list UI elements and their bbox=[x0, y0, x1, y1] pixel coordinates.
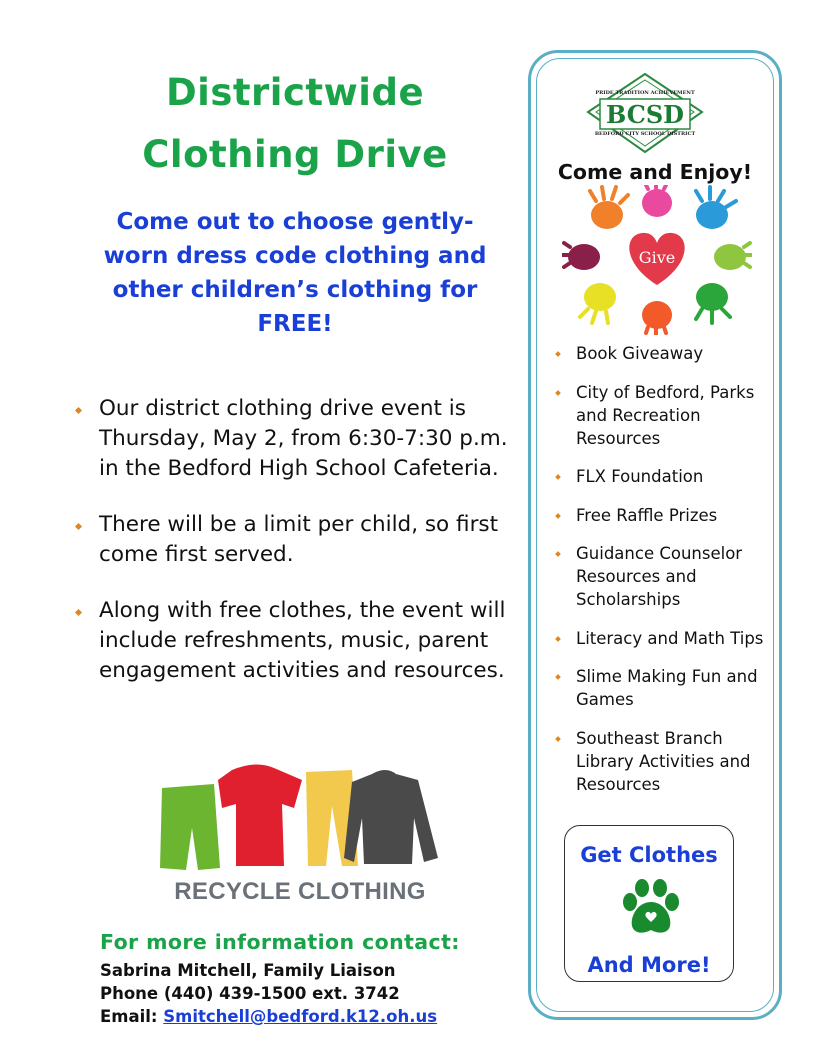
and-more-label: And More! bbox=[587, 953, 711, 977]
diamond-bullet-icon bbox=[555, 736, 561, 742]
contact-email-line bbox=[100, 1007, 437, 1026]
recycle-clothing-illustration bbox=[156, 758, 446, 878]
list-item bbox=[550, 665, 765, 711]
subtitle bbox=[80, 205, 510, 341]
list-item bbox=[550, 727, 765, 796]
sidebar-heading: Come and Enjoy! bbox=[557, 160, 753, 184]
list-item-text: Literacy and Math Tips bbox=[576, 628, 764, 648]
subtitle-line-1: Come out to choose gently- bbox=[116, 209, 474, 235]
list-item bbox=[550, 381, 765, 450]
list-item-text: Southeast Branch Library Activities and Resources bbox=[576, 728, 751, 794]
contact-phone: Phone (440) 439-1500 ext. 3742 bbox=[100, 984, 400, 1003]
title-line-2: Clothing Drive bbox=[142, 133, 448, 176]
list-item-text: Slime Making Fun and Games bbox=[576, 667, 758, 709]
diamond-bullet-icon bbox=[75, 609, 82, 616]
activities-list bbox=[550, 342, 765, 811]
logo-tagline: PRIDE TRADITION ACHIEVEMENT bbox=[595, 90, 695, 96]
list-item-text: There will be a limit per child, so first come first served. bbox=[99, 512, 499, 567]
diamond-bullet-icon bbox=[555, 674, 561, 680]
subtitle-line-2: worn dress code clothing and bbox=[103, 243, 487, 269]
list-item-text: Book Giveaway bbox=[576, 344, 704, 363]
give-label: Give bbox=[638, 248, 676, 267]
list-item bbox=[550, 342, 765, 365]
list-item bbox=[550, 627, 765, 650]
contact-name: Sabrina Mitchell, Family Liaison bbox=[100, 961, 396, 980]
bcsd-logo bbox=[586, 72, 704, 154]
contact-heading: For more information contact: bbox=[100, 930, 460, 954]
title-line-1: Districtwide bbox=[165, 71, 425, 114]
list-item-text: Along with free clothes, the event will include refreshments, music, parent engagement activities and resources. bbox=[99, 598, 506, 683]
list-item-text: FLX Foundation bbox=[576, 467, 704, 486]
give-hands-illustration bbox=[562, 185, 752, 335]
sweater-icon bbox=[344, 770, 438, 864]
subtitle-line-4: FREE! bbox=[257, 311, 333, 337]
diamond-bullet-icon bbox=[75, 407, 82, 414]
event-details-list bbox=[70, 394, 520, 712]
diamond-bullet-icon bbox=[555, 513, 561, 519]
logo-subtext: BEDFORD CITY SCHOOL DISTRICT bbox=[594, 131, 696, 137]
subtitle-line-3: other children’s clothing for bbox=[112, 277, 478, 303]
shirt-icon bbox=[218, 764, 302, 866]
diamond-bullet-icon bbox=[75, 523, 82, 530]
list-item bbox=[550, 465, 765, 488]
page-title bbox=[80, 62, 510, 186]
list-item bbox=[70, 394, 520, 484]
logo-text: BCSD bbox=[606, 100, 684, 129]
list-item-text: Guidance Counselor Resources and Scholarships bbox=[576, 544, 743, 609]
diamond-bullet-icon bbox=[555, 636, 561, 642]
diamond-bullet-icon bbox=[555, 390, 561, 396]
get-clothes-label: Get Clothes bbox=[580, 843, 718, 867]
list-item bbox=[70, 510, 520, 570]
list-item bbox=[550, 542, 765, 611]
diamond-bullet-icon bbox=[555, 351, 561, 357]
shorts-icon bbox=[160, 784, 220, 870]
email-link[interactable]: Smitchell@bedford.k12.oh.us bbox=[163, 1007, 438, 1026]
paw-print-icon bbox=[620, 878, 682, 938]
list-item bbox=[550, 504, 765, 527]
list-item-text: City of Bedford, Parks and Recreation Resources bbox=[576, 382, 755, 448]
email-label: Email: bbox=[100, 1007, 158, 1026]
diamond-bullet-icon bbox=[555, 551, 561, 557]
list-item-text: Free Raffle Prizes bbox=[576, 505, 718, 525]
list-item-text: Our district clothing drive event is Thursday, May 2, from 6:30-7:30 p.m. in the Bedford High School Cafeteria. bbox=[99, 396, 508, 481]
list-item bbox=[70, 596, 520, 686]
recycle-clothing-label: RECYCLE CLOTHING bbox=[174, 878, 426, 905]
diamond-bullet-icon bbox=[555, 474, 561, 480]
